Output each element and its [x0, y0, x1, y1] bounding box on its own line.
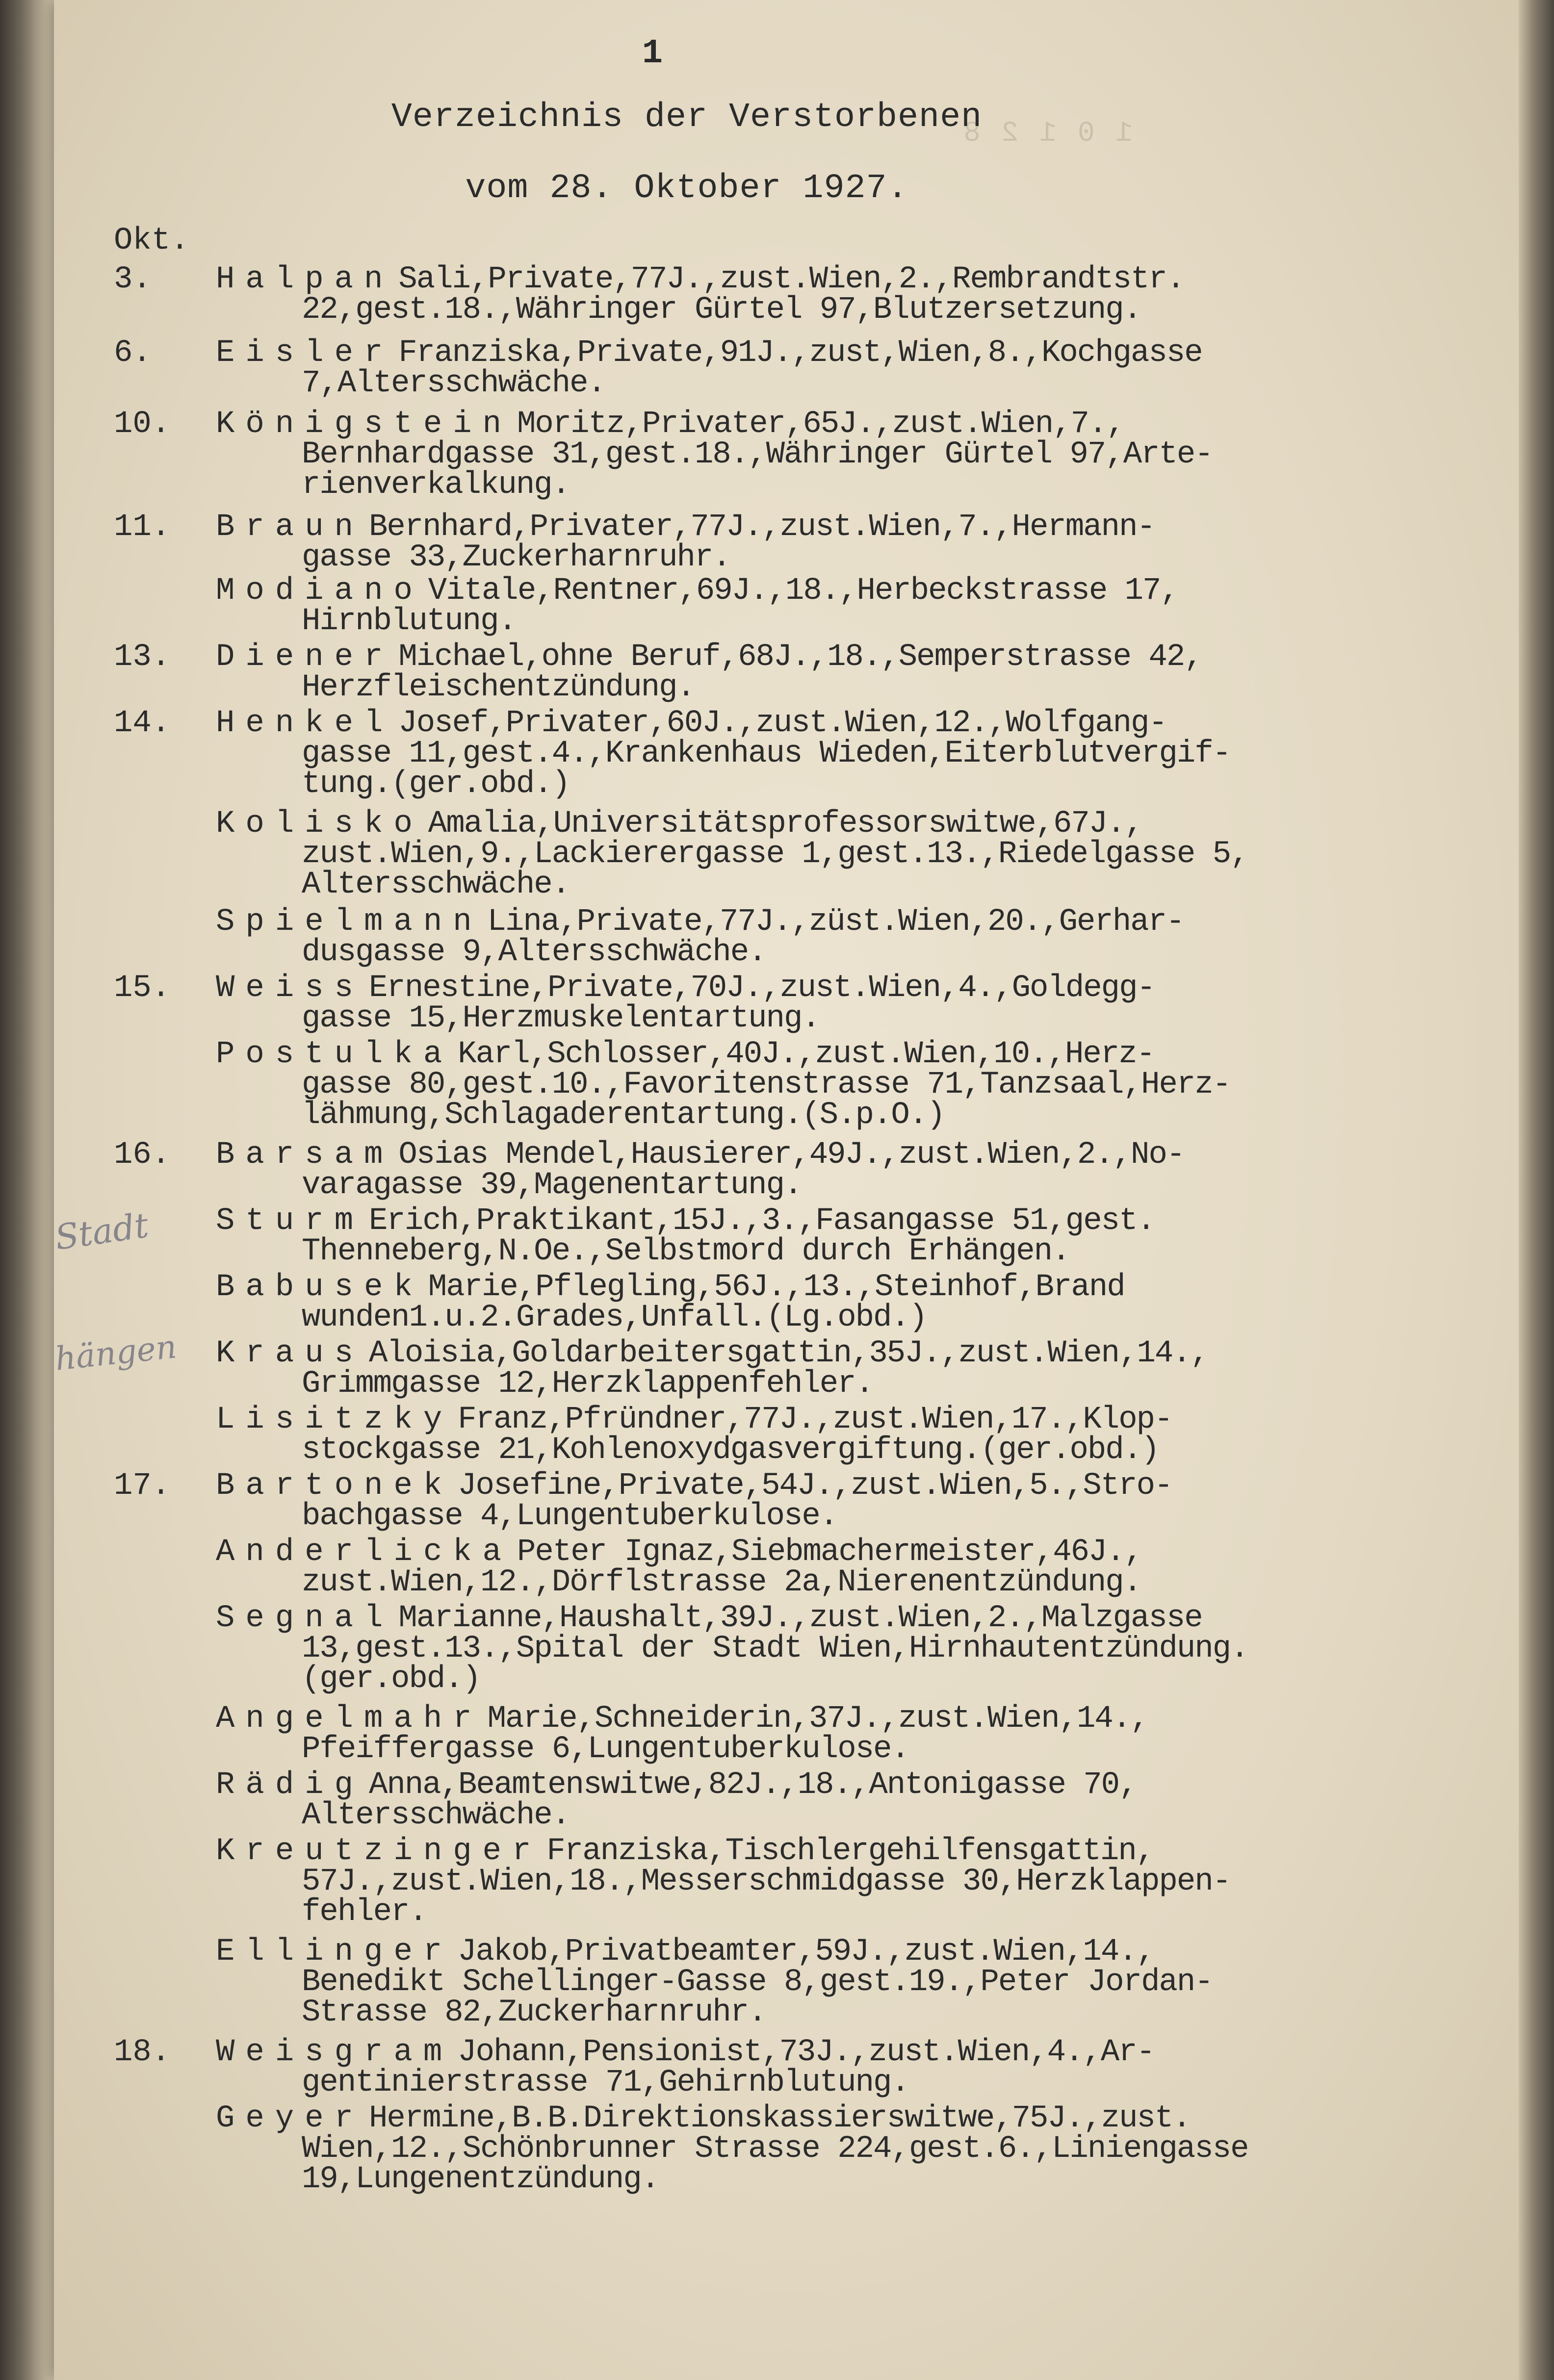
entry-day: 14. [114, 706, 171, 741]
entry-surname: Diener [216, 640, 394, 675]
entry-day: 11. [114, 510, 171, 545]
entry-surname: Braun [216, 510, 364, 545]
month-label: Okt. [114, 223, 189, 258]
entry-details: Osias Mendel,Hausierer,49J.,zust.Wien,2.,No- [398, 1137, 1185, 1173]
entry-surname: Sturm [216, 1203, 364, 1239]
entry-surname: Barsam [216, 1137, 394, 1173]
entry-details-continued: zust.Wien,9.,Lackierergasse 1,gest.13.,Riedelgasse 5, [302, 837, 1248, 872]
entry-details: Peter Ignaz,Siebmachermeister,46J., [517, 1535, 1142, 1570]
entry-surname: Bartonek [216, 1468, 453, 1504]
margin-note: Stadt [52, 1205, 151, 1258]
entry-surname: Anderlicka [216, 1535, 513, 1570]
entry-details-continued: bachgasse 4,Lungentuberkulose. [302, 1499, 838, 1534]
entry-day: 13. [114, 640, 171, 675]
entry-surname: Geyer [216, 2101, 364, 2136]
entry-details: Erich,Praktikant,15J.,3.,Fasangasse 51,gest. [369, 1203, 1155, 1239]
entry-details-continued: Altersschwäche. [302, 867, 570, 902]
entry-details: Amalia,Universitätsprofessorswitwe,67J., [428, 806, 1143, 842]
entry-day: 18. [114, 2035, 171, 2070]
entry-details: Hermine,B.B.Direktionskassierswitwe,75J.,zust. [369, 2101, 1191, 2136]
entry-details: Karl,Schlosser,40J.,zust.Wien,10.,Herz- [458, 1037, 1155, 1072]
entry-day: 6. [114, 335, 152, 371]
page-subtitle: vom 28. Oktober 1927. [465, 169, 908, 208]
entry-details-continued: Pfeiffergasse 6,Lungentuberkulose. [302, 1732, 909, 1767]
entry-details: Vitale,Rentner,69J.,18.,Herbeckstrasse 17, [428, 573, 1178, 609]
entry-details-continued: gasse 15,Herzmuskelentartung. [302, 1001, 820, 1036]
entry-details-continued: gasse 11,gest.4.,Krankenhaus Wieden,Eiterblutvergif- [302, 736, 1231, 771]
entry-surname: Ellinger [216, 1934, 453, 1970]
entry-details-continued: stockgasse 21,Kohlenoxydgasvergiftung.(ger.obd.) [302, 1433, 1159, 1468]
entry-surname: Kraus [216, 1336, 364, 1371]
entry-day: 3. [114, 262, 152, 297]
entry-details: Franz,Pfründner,77J.,zust.Wien,17.,Klop- [458, 1402, 1172, 1437]
entry-details-continued: fehler. [302, 1894, 427, 1930]
entry-details: Marie,Schneiderin,37J.,zust.Wien,14., [487, 1701, 1148, 1737]
entry-details-continued: Herzfleischentzündung. [302, 670, 695, 705]
entry-details-continued: tung.(ger.obd.) [302, 767, 570, 802]
entry-day: 10. [114, 407, 171, 442]
entry-details-continued: (ger.obd.) [302, 1662, 481, 1697]
entry-surname: Lisitzky [216, 1402, 453, 1437]
entry-details-continued: Hirnblutung. [302, 604, 516, 639]
entry-details: Moritz,Privater,65J.,zust.Wien,7., [517, 407, 1124, 442]
entry-details: Josef,Privater,60J.,zust.Wien,12.,Wolfgang- [398, 706, 1166, 741]
entry-surname: Weisgram [216, 2035, 453, 2070]
entry-details: Johann,Pensionist,73J.,zust.Wien,4.,Ar- [458, 2035, 1155, 2070]
entry-details-continued: gentinierstrasse 71,Gehirnblutung. [302, 2065, 909, 2100]
entry-surname: Segnal [216, 1601, 394, 1636]
entry-details-continued: Thenneberg,N.Oe.,Selbstmord durch Erhängen. [302, 1234, 1070, 1269]
entry-details: Anna,Beamtenswitwe,82J.,18.,Antonigasse 70, [369, 1767, 1137, 1803]
entry-surname: Henkel [216, 706, 394, 741]
entry-details-continued: 57J.,zust.Wien,18.,Messerschmidgasse 30,Herzklappen- [302, 1864, 1231, 1899]
entry-details: Michael,ohne Beruf,68J.,18.,Semperstrasse 42, [398, 640, 1202, 675]
entry-details: Josefine,Private,54J.,zust.Wien,5.,Stro- [458, 1468, 1172, 1504]
entry-details-continued: 13,gest.13.,Spital der Stadt Wien,Hirnhautentzündung. [302, 1631, 1248, 1666]
entry-surname: Königstein [216, 407, 513, 442]
entry-details-continued: Grimmgasse 12,Herzklappenfehler. [302, 1366, 873, 1402]
entry-details: Jakob,Privatbeamter,59J.,zust.Wien,14., [458, 1934, 1155, 1970]
entry-details: Lina,Private,77J.,züst.Wien,20.,Gerhar- [487, 904, 1184, 940]
entry-surname: Rädig [216, 1767, 364, 1803]
entry-details-continued: gasse 33,Zuckerharnruhr. [302, 540, 730, 575]
entry-day: 17. [114, 1468, 171, 1504]
entry-surname: Halpan [216, 262, 394, 297]
bleed-through-text: 1 0 1 2 8 [961, 118, 1133, 150]
entry-details-continued: varagasse 39,Magenentartung. [302, 1168, 802, 1203]
entry-details-continued: gasse 80,gest.10.,Favoritenstrasse 71,Tanzsaal,Herz- [302, 1067, 1231, 1102]
entry-details: Bernhard,Privater,77J.,zust.Wien,7.,Hermann- [369, 510, 1155, 545]
entry-details: Franziska,Tischlergehilfensgattin, [546, 1834, 1154, 1869]
entry-details-continued: 22,gest.18.,Währinger Gürtel 97,Blutzersetzung. [302, 292, 1141, 328]
entry-surname: Modiano [216, 573, 423, 609]
entry-details-continued: rienverkalkung. [302, 467, 570, 503]
entry-details-continued: 19,Lungenentzündung. [302, 2162, 659, 2197]
entry-surname: Weiss [216, 971, 364, 1006]
entry-details-continued: Bernhardgasse 31,gest.18.,Währinger Gürtel 97,Arte- [302, 437, 1213, 472]
entry-details: Franziska,Private,91J.,zust,Wien,8.,Kochgasse [398, 335, 1202, 371]
entry-details: Aloisia,Goldarbeitersgattin,35J.,zust.Wien,14., [369, 1336, 1209, 1371]
entry-surname: Angelmahr [216, 1701, 483, 1737]
entry-details-continued: wunden1.u.2.Grades,Unfall.(Lg.obd.) [302, 1300, 927, 1335]
entry-details-continued: dusgasse 9,Altersschwäche. [302, 935, 766, 970]
entry-surname: Babusek [216, 1270, 423, 1305]
entry-details: Marie,Pflegling,56J.,13.,Steinhof,Brand [428, 1270, 1125, 1305]
entry-details-continued: 7,Altersschwäche. [302, 366, 605, 401]
entry-details: Marianne,Haushalt,39J.,zust.Wien,2.,Malzgasse [398, 1601, 1202, 1636]
entry-day: 16. [114, 1137, 171, 1173]
entry-surname: Kreutzinger [216, 1834, 542, 1869]
entry-details-continued: Strasse 82,Zuckerharnruhr. [302, 1995, 766, 2030]
entry-details-continued: Benedikt Schellinger-Gasse 8,gest.19.,Peter Jordan- [302, 1965, 1213, 2000]
entry-surname: Spielmann [216, 904, 483, 940]
entry-details-continued: zust.Wien,12.,Dörflstrasse 2a,Nierenentzündung. [302, 1565, 1141, 1600]
entry-details-continued: lähmung,Schlagaderentartung.(S.p.O.) [302, 1098, 945, 1133]
page-number: 1 [642, 34, 663, 73]
entry-day: 15. [114, 971, 171, 1006]
entry-details-continued: Wien,12.,Schönbrunner Strasse 224,gest.6.,Liniengasse [302, 2131, 1248, 2167]
margin-note: hängen [53, 1328, 179, 1378]
entry-details: Sali,Private,77J.,zust.Wien,2.,Rembrandtstr. [398, 262, 1185, 297]
entry-surname: Postulka [216, 1037, 453, 1072]
entry-details: Ernestine,Private,70J.,zust.Wien,4.,Goldegg- [369, 971, 1155, 1006]
page-title: Verzeichnis der Verstorbenen [391, 98, 983, 137]
entry-surname: Eisler [216, 335, 394, 371]
entry-surname: Kolisko [216, 806, 423, 842]
entry-details-continued: Altersschwäche. [302, 1798, 570, 1833]
